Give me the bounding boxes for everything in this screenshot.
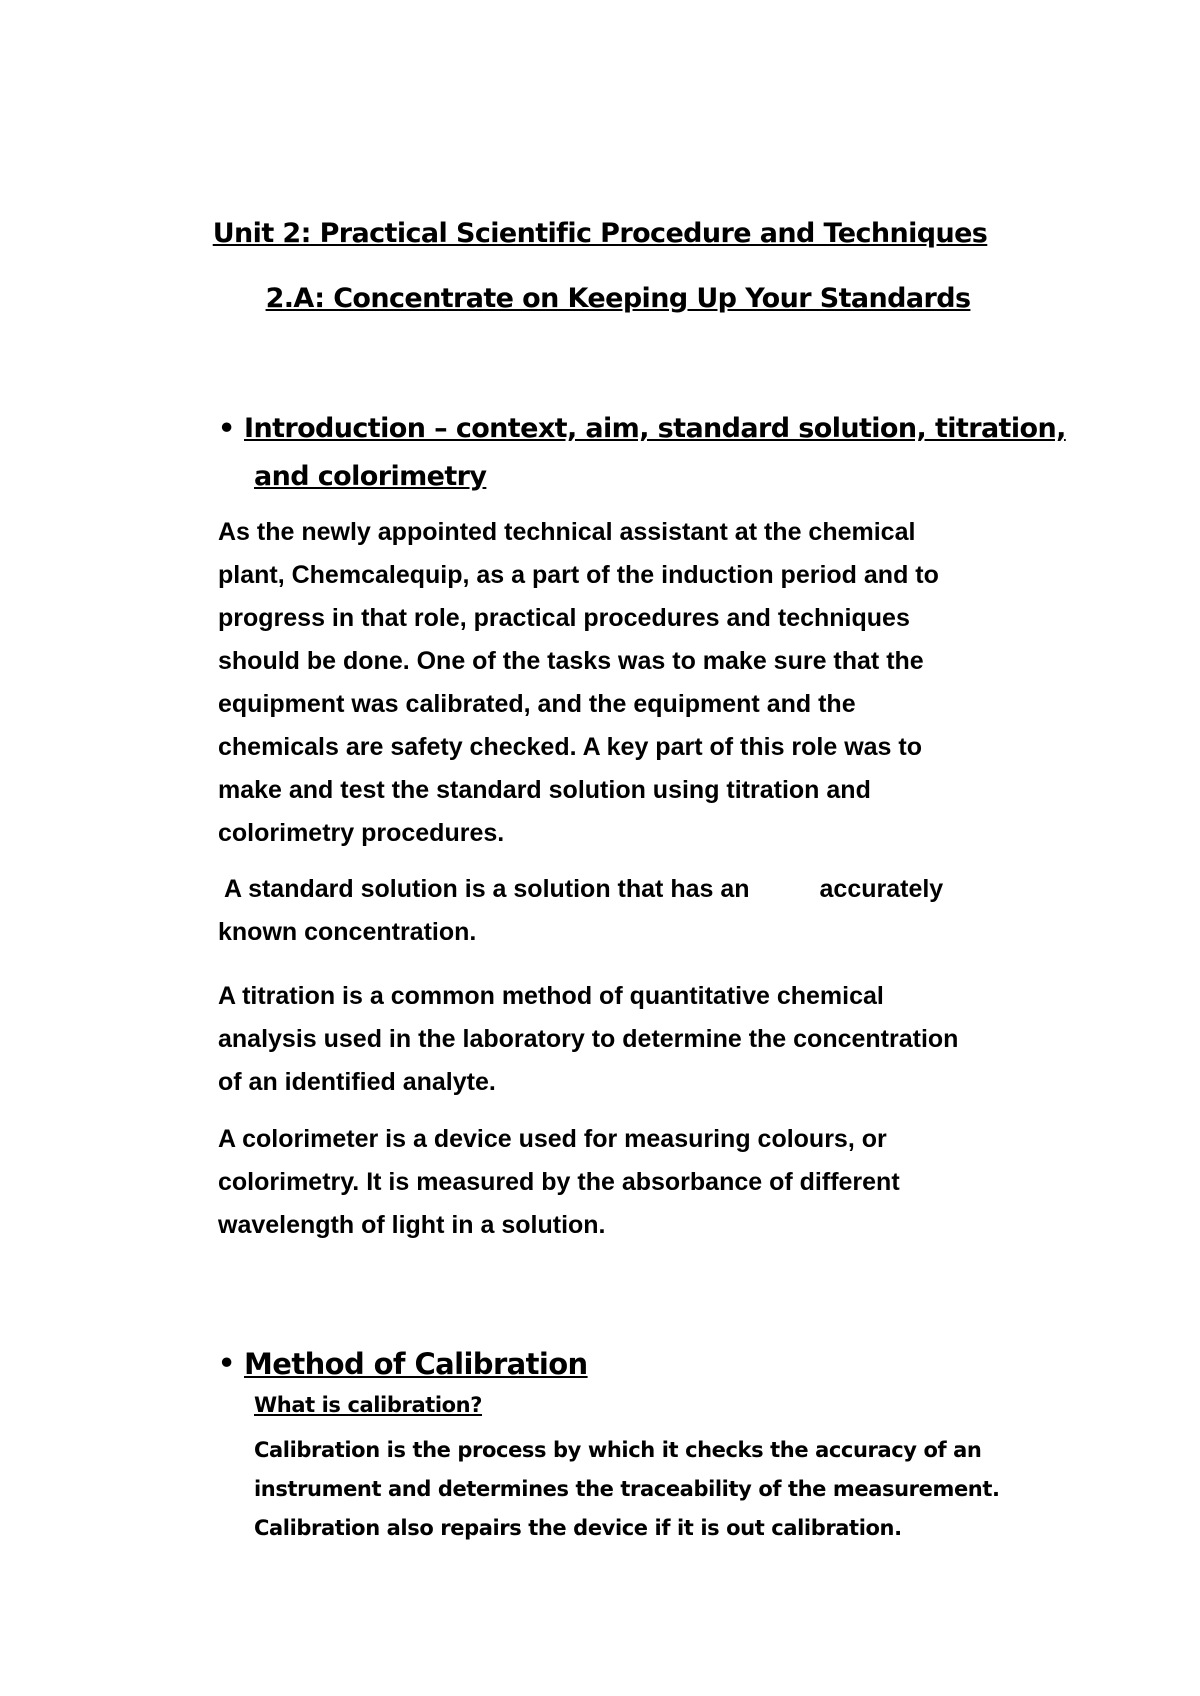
paragraph-fragment: A standard solution is a solution that has an — [224, 875, 750, 903]
paragraph-line: progress in that role, practical procedures and techniques — [218, 604, 910, 632]
bullet-dot-icon: • — [218, 1348, 235, 1379]
paragraph-line: colorimetry. It is measured by the absorbance of different — [218, 1168, 900, 1196]
paragraph-line: As the newly appointed technical assistant at the chemical — [218, 518, 916, 546]
document-title: Unit 2: Practical Scientific Procedure and Techniques — [212, 218, 988, 249]
paragraph-line: wavelength of light in a solution. — [218, 1211, 606, 1239]
paragraph-line: known concentration. — [218, 918, 477, 946]
paragraph-line: analysis used in the laboratory to determine the concentration — [218, 1025, 959, 1053]
paragraph-line: equipment was calibrated, and the equipment and the — [218, 690, 856, 718]
paragraph-fragment: accurately — [819, 875, 944, 903]
paragraph-line: should be done. One of the tasks was to make sure that the — [218, 647, 924, 675]
heading-line: and colorimetry — [254, 461, 487, 492]
calibration-body — [254, 1431, 1000, 1548]
paragraph-line: colorimetry procedures. — [218, 819, 505, 847]
paragraph-line: of an identified analyte. — [218, 1068, 496, 1096]
heading-line: Introduction – context, aim, standard solution, titration, — [244, 413, 1066, 444]
paragraph-line: instrument and determines the traceability of the measurement. — [254, 1477, 1000, 1501]
paragraph-line: A titration is a common method of quantitative chemical — [218, 982, 884, 1010]
paragraph-line: chemicals are safety checked. A key part of this role was to — [218, 733, 923, 761]
intro-paragraph — [218, 511, 1118, 855]
standard-solution-paragraph — [218, 868, 1118, 954]
paragraph-line: Calibration also repairs the device if it is out calibration. — [254, 1516, 902, 1540]
bullet-dot-icon: • — [218, 413, 235, 444]
paragraph-line: A colorimeter is a device used for measuring colours, or — [218, 1125, 887, 1153]
paragraph-line — [218, 868, 1118, 911]
paragraph-line: plant, Chemcalequip, as a part of the induction period and to — [218, 561, 939, 589]
paragraph-line: make and test the standard solution using titration and — [218, 776, 871, 804]
section-introduction-heading — [244, 405, 1066, 501]
titration-paragraph — [218, 975, 1118, 1104]
document-subtitle: 2.A: Concentrate on Keeping Up Your Standards — [265, 283, 971, 314]
section-calibration-heading: Method of Calibration — [244, 1347, 588, 1381]
colorimeter-paragraph — [218, 1118, 1118, 1247]
calibration-subheading: What is calibration? — [254, 1393, 483, 1417]
paragraph-line: Calibration is the process by which it checks the accuracy of an — [254, 1438, 982, 1462]
